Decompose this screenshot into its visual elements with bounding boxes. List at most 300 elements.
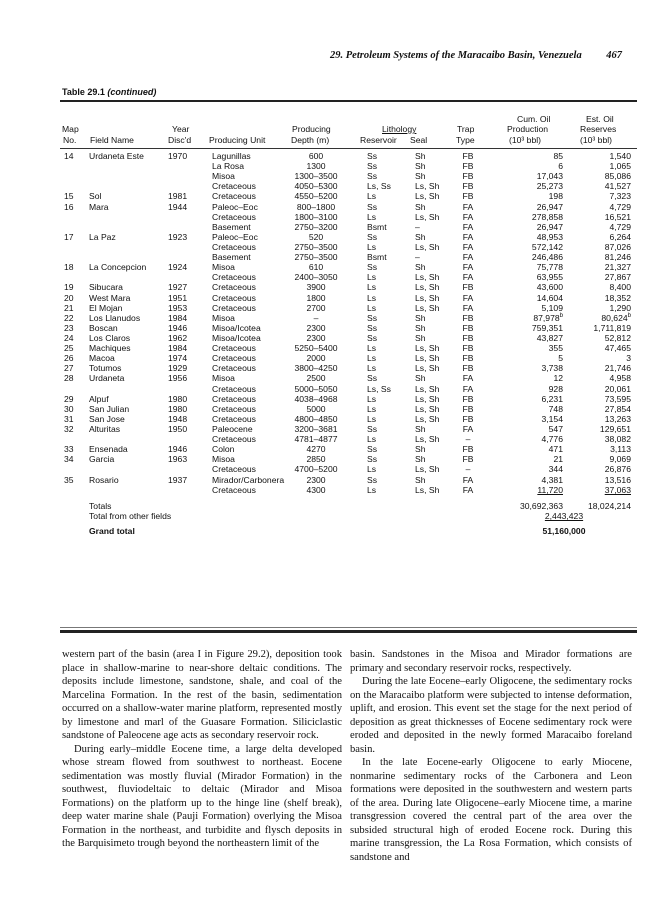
cell-trap-type: FB	[462, 151, 474, 161]
cell-field-name: La Concepcion	[89, 262, 147, 273]
cell-depth: 3200–3681	[294, 423, 338, 434]
cell-producing-unit: Basement	[212, 252, 251, 263]
cell-est-reserves: 73,595	[604, 393, 631, 404]
cell-map-no: 20	[64, 292, 74, 303]
cell-producing-unit: Misoa	[212, 373, 235, 384]
body-paragraph: During early–middle Eocene time, a large delta developed whose stream flowed from southwest to northeast. Eocene sedimentation was mostly fluvial (Mirador Formation) in the southwest, fluviodeltaic to deltaic (Mirador and Misoa Formations) on the platform up to the hinge line (shelf break), deep water marine shale (Pauji Formation) overlying the Misoa Formation in the northeast, and turbidite and flysch deposits in the Barquisimeto trough beyond the northeastern limit of the	[62, 743, 342, 849]
cell-year-discovered: 1953	[168, 302, 188, 313]
cell-seal: Sh	[415, 231, 426, 242]
cell-map-no: 22	[64, 312, 74, 323]
cell-field-name: Totumos	[89, 363, 122, 374]
cell-field-name: Urdaneta Este	[89, 151, 144, 161]
cell-est-reserves: 81,246	[604, 252, 631, 263]
cell-seal: Sh	[415, 262, 426, 273]
totals-label: Totals	[89, 500, 112, 511]
cell-seal: Sh	[415, 454, 426, 465]
header-lithology: Lithology	[382, 124, 417, 134]
table-row	[60, 313, 637, 323]
cell-producing-unit: Cretaceous	[212, 343, 256, 354]
cell-seal: Sh	[415, 201, 426, 212]
cell-cum-production: 928	[548, 383, 563, 394]
cell-trap-type: FA	[462, 383, 474, 394]
cell-producing-unit: Cretaceous	[212, 211, 256, 222]
cell-map-no: 15	[64, 191, 74, 202]
body-paragraph: basin. Sandstones in the Misoa and Mirador formations are primary and secondary reservoir rocks, respectively.	[350, 649, 632, 674]
cell-depth: 5250–5400	[294, 343, 338, 354]
cell-trap-type: FB	[462, 171, 474, 182]
cell-reservoir: Ls	[367, 413, 377, 424]
cell-seal: Ls, Sh	[415, 403, 440, 414]
cell-field-name: Rosario	[89, 474, 119, 485]
cell-est-reserves: 9,069	[609, 454, 631, 465]
cell-trap-type: FB	[462, 332, 474, 343]
header-trap: Trap	[457, 124, 475, 134]
cell-est-reserves: 13,263	[604, 413, 631, 424]
header-year: Year	[172, 124, 190, 134]
cell-year-discovered: 1981	[168, 191, 188, 202]
cell-est-reserves: 38,082	[604, 434, 631, 445]
cell-producing-unit: Misoa	[212, 454, 235, 465]
cell-trap-type: FB	[462, 191, 474, 202]
body-paragraph: western part of the basin (area I in Figure 29.2), deposition took place in shallow-marine to near-shore deltaic conditions. The deposits include limestone, sandstone, shale, and coal of the Marcelina Formation. In the rest of the basin, sedimentation occurred on a shallow-water marine platform, represented mostly by limestone and marl of the Guasare Formation. Siliciclastic sandstone of Paleocene age acts as secondary reservoir rock.	[62, 649, 342, 741]
cell-field-name: Macoa	[89, 353, 115, 364]
cell-cum-production: 748	[548, 403, 563, 414]
table-body	[60, 151, 637, 495]
cell-producing-unit: Cretaceous	[212, 241, 256, 252]
cell-cum-production: 246,486	[531, 252, 563, 263]
cell-field-name: Los Llanudos	[89, 312, 141, 323]
header-est-oil: Est. Oil	[586, 114, 614, 124]
cell-est-reserves: 18,352	[604, 292, 631, 303]
cell-depth: 4781–4877	[294, 434, 338, 445]
table-row	[60, 232, 637, 242]
header-producing: Producing	[292, 124, 331, 134]
cell-cum-production: 6	[558, 161, 563, 172]
body-column-right	[350, 648, 632, 864]
cell-reservoir: Ss	[367, 231, 378, 242]
cell-cum-production: 4,381	[541, 474, 563, 485]
cell-year-discovered: 1924	[168, 262, 188, 273]
cell-cum-production: 198	[548, 191, 563, 202]
cell-cum-production: 4,776	[541, 434, 563, 445]
cell-est-reserves: 52,812	[604, 332, 631, 343]
cell-cum-production: 75,778	[536, 262, 563, 273]
cell-cum-production: 17,043	[536, 171, 563, 182]
cell-producing-unit: Cretaceous	[212, 484, 256, 495]
cell-year-discovered: 1980	[168, 403, 188, 414]
cell-map-no: 30	[64, 403, 74, 414]
cell-seal: Sh	[415, 171, 426, 182]
cell-est-reserves: 1,290	[609, 302, 631, 313]
cell-map-no: 29	[64, 393, 74, 404]
header-no: No.	[63, 135, 77, 145]
table-row	[60, 353, 637, 363]
cell-trap-type: FB	[462, 444, 474, 455]
cell-producing-unit: Cretaceous	[212, 464, 256, 475]
cell-seal: Sh	[415, 161, 426, 172]
cell-map-no: 31	[64, 413, 74, 424]
cell-producing-unit: Misoa/Icotea	[212, 322, 261, 333]
table-row	[60, 485, 637, 495]
cell-depth: 4300	[306, 484, 326, 495]
cell-trap-type: FB	[462, 312, 474, 323]
cell-seal: Ls, Sh	[415, 211, 440, 222]
cell-field-name: Alpuf	[89, 393, 109, 404]
cell-producing-unit: Misoa	[212, 262, 235, 273]
cell-cum-production: 43,600	[536, 282, 563, 293]
cell-depth: –	[313, 312, 319, 323]
cell-reservoir: Ls	[367, 353, 377, 364]
cell-reservoir: Ls	[367, 484, 377, 495]
cell-reservoir: Ls	[367, 292, 377, 303]
cell-field-name: Los Claros	[89, 332, 131, 343]
cell-cum-production: 21	[553, 454, 563, 465]
cell-reservoir: Ls	[367, 211, 377, 222]
cell-producing-unit: Mirador/Carbonera	[212, 474, 285, 485]
cell-trap-type: FA	[462, 252, 474, 263]
table-row	[60, 303, 637, 313]
cell-year-discovered: 1951	[168, 292, 188, 303]
cell-field-name: San Julian	[89, 403, 130, 414]
cell-seal: Ls, Sh	[415, 413, 440, 424]
cell-est-reserves: 4,729	[609, 221, 631, 232]
cell-producing-unit: Cretaceous	[212, 272, 256, 283]
cell-trap-type: FB	[462, 393, 474, 404]
cell-cum-production: 48,953	[536, 231, 563, 242]
cell-trap-type: FB	[462, 181, 474, 192]
cell-reservoir: Ss	[367, 201, 378, 212]
cell-producing-unit: Paleoc–Eoc	[212, 201, 258, 212]
table-row	[60, 262, 637, 272]
cell-reservoir: Ls, Ss	[367, 383, 391, 394]
totals-row	[60, 501, 637, 511]
cell-field-name: Urdaneta	[89, 373, 125, 384]
cell-map-no: 18	[64, 262, 74, 273]
cell-seal: Sh	[415, 151, 426, 161]
footnote-marker: b	[559, 312, 563, 319]
cell-depth: 600	[308, 151, 324, 161]
cell-seal: Ls, Sh	[415, 464, 440, 475]
other-fields-row	[60, 511, 637, 521]
cell-map-no: 32	[64, 423, 74, 434]
footnote-marker: b	[627, 312, 631, 319]
header-est-unit: (10³ bbl)	[580, 135, 612, 145]
cell-trap-type: FA	[462, 201, 474, 212]
cell-producing-unit: Misoa/Icotea	[212, 332, 261, 343]
cell-trap-type: FA	[462, 231, 474, 242]
cell-producing-unit: Cretaceous	[212, 353, 256, 364]
cell-seal: Ls, Sh	[415, 353, 440, 364]
cell-reservoir: Ls	[367, 241, 377, 252]
table-row	[60, 404, 637, 414]
cell-producing-unit: Cretaceous	[212, 292, 256, 303]
cell-producing-unit: Misoa	[212, 171, 235, 182]
cell-producing-unit: Cretaceous	[212, 434, 256, 445]
cell-seal: Ls, Sh	[415, 393, 440, 404]
cell-depth: 610	[308, 262, 324, 273]
cell-reservoir: Ss	[367, 171, 378, 182]
cell-est-reserves: 37,063	[604, 484, 631, 495]
table-row	[60, 333, 637, 343]
cell-field-name: West Mara	[89, 292, 131, 303]
cell-depth: 2300	[306, 474, 326, 485]
cell-trap-type: FA	[462, 423, 474, 434]
cell-map-no: 27	[64, 363, 74, 374]
cell-reservoir: Ls	[367, 434, 377, 445]
table-row	[60, 181, 637, 191]
cell-depth: 3900	[306, 282, 326, 293]
header-depth: Depth (m)	[291, 135, 330, 145]
cell-year-discovered: 1963	[168, 454, 188, 465]
cell-trap-type: FB	[462, 322, 474, 333]
cell-map-no: 25	[64, 343, 74, 354]
cell-seal: Sh	[415, 332, 426, 343]
cell-reservoir: Ls	[367, 403, 377, 414]
cell-depth: 5000–5050	[294, 383, 338, 394]
cell-trap-type: FB	[462, 353, 474, 364]
cell-year-discovered: 1950	[168, 423, 188, 434]
cell-est-reserves: 26,876	[604, 464, 631, 475]
cell-est-reserves: 87,026	[604, 241, 631, 252]
cell-cum-production: 5	[558, 353, 563, 364]
cell-field-name: Boscan	[89, 322, 118, 333]
table-row	[60, 475, 637, 485]
table-row	[60, 212, 637, 222]
cell-year-discovered: 1923	[168, 231, 188, 242]
cell-map-no: 26	[64, 353, 74, 364]
cell-est-reserves: 1,540	[609, 151, 631, 161]
table-row	[60, 202, 637, 212]
cell-reservoir: Ls, Ss	[367, 181, 391, 192]
cell-trap-type: FA	[462, 241, 474, 252]
cell-cum-production: 14,604	[536, 292, 563, 303]
cell-producing-unit: Paleocene	[212, 423, 253, 434]
cell-est-reserves: 4,729	[609, 201, 631, 212]
cell-cum-production: 572,142	[531, 241, 563, 252]
cell-depth: 4270	[306, 444, 326, 455]
cell-year-discovered: 1970	[168, 151, 188, 161]
header-producing-unit: Producing Unit	[209, 135, 266, 145]
running-head-title: 29. Petroleum Systems of the Maracaibo Basin, Venezuela	[330, 50, 582, 61]
cell-producing-unit: Paleoc–Eoc	[212, 231, 258, 242]
cell-est-reserves: 129,651	[599, 423, 631, 434]
cell-reservoir: Bsmt	[367, 252, 387, 263]
cell-seal: Ls, Sh	[415, 191, 440, 202]
cell-producing-unit: Cretaceous	[212, 363, 256, 374]
cell-est-reserves: 27,854	[604, 403, 631, 414]
cell-seal: Sh	[415, 373, 426, 384]
cell-trap-type: FA	[462, 484, 474, 495]
table-row	[60, 242, 637, 252]
cell-trap-type: FA	[462, 262, 474, 273]
cell-seal: Ls, Sh	[415, 302, 440, 313]
cell-est-reserves: 7,323	[609, 191, 631, 202]
cell-est-reserves: 3,113	[610, 444, 631, 455]
cell-reservoir: Ls	[367, 464, 377, 475]
cell-producing-unit: Cretaceous	[212, 403, 256, 414]
cell-trap-type: FB	[462, 413, 474, 424]
other-fields-label: Total from other fields	[89, 510, 172, 521]
cell-cum-production: 471	[548, 444, 563, 455]
header-production: Production	[507, 124, 549, 134]
cell-map-no: 19	[64, 282, 74, 293]
cell-cum-production: 26,947	[536, 221, 563, 232]
cell-depth: 2750–3200	[294, 221, 338, 232]
table-row	[60, 282, 637, 292]
table-row	[60, 293, 637, 303]
cell-seal: Ls, Sh	[415, 292, 440, 303]
table-row	[60, 384, 637, 394]
cell-year-discovered: 1980	[168, 393, 188, 404]
cell-map-no: 16	[64, 201, 74, 212]
cell-producing-unit: Misoa	[212, 312, 235, 323]
cell-depth: 800–1800	[296, 201, 336, 212]
header-seal: Seal	[410, 135, 428, 145]
cell-cum-production: 63,955	[536, 272, 563, 283]
body-column-left	[62, 648, 342, 851]
cell-depth: 4700–5200	[294, 464, 338, 475]
cell-depth: 520	[308, 231, 324, 242]
header-rule	[60, 148, 637, 149]
cell-year-discovered: 1929	[168, 363, 188, 374]
cell-seal: Ls, Sh	[415, 484, 440, 495]
table-row	[60, 222, 637, 232]
cell-est-reserves: 80,624$^b$	[601, 312, 631, 323]
header-reservoir: Reservoir	[360, 135, 397, 145]
cell-seal: Sh	[415, 322, 426, 333]
cell-seal: Ls, Sh	[415, 181, 440, 192]
cell-producing-unit: Cretaceous	[212, 181, 256, 192]
table-row	[60, 343, 637, 353]
cell-est-reserves: 21,746	[604, 363, 631, 374]
cell-reservoir: Ss	[367, 262, 378, 273]
cell-est-reserves: 20,061	[604, 383, 631, 394]
table-row	[60, 363, 637, 373]
cell-reservoir: Ls	[367, 343, 377, 354]
cell-producing-unit: Cretaceous	[212, 393, 256, 404]
cell-trap-type: FB	[462, 161, 474, 172]
header-cum-unit: (10³ bbl)	[509, 135, 541, 145]
cell-seal: Ls, Sh	[415, 363, 440, 374]
cell-seal: –	[415, 221, 420, 232]
table-row	[60, 414, 637, 424]
cell-seal: Sh	[415, 474, 426, 485]
cell-map-no: 24	[64, 332, 74, 343]
table-title-text: Table 29.1	[62, 87, 105, 97]
cell-reservoir: Ls	[367, 272, 377, 283]
cell-depth: 2750–3500	[294, 241, 338, 252]
cell-producing-unit: Cretaceous	[212, 282, 256, 293]
cell-depth: 4550–5200	[294, 191, 338, 202]
cell-trap-type: FA	[462, 211, 474, 222]
cell-cum-production: 12	[553, 373, 563, 384]
cell-map-no: 35	[64, 474, 74, 485]
cell-cum-production: 344	[548, 464, 563, 475]
cell-reservoir: Bsmt	[367, 221, 387, 232]
cell-trap-type: FB	[462, 282, 474, 293]
cell-depth: 2700	[306, 302, 326, 313]
other-fields-value: 2,443,423	[544, 510, 584, 521]
cell-reservoir: Ls	[367, 191, 377, 202]
cell-est-reserves: 8,400	[609, 282, 631, 293]
cell-depth: 2400–3050	[294, 272, 338, 283]
cell-field-name: Mara	[89, 201, 109, 212]
cell-field-name: La Paz	[89, 231, 116, 242]
cell-depth: 2500	[306, 373, 326, 384]
cell-field-name: San Jose	[89, 413, 125, 424]
cell-reservoir: Ss	[367, 332, 378, 343]
cell-cum-production: 3,154	[541, 413, 563, 424]
cell-est-reserves: 41,527	[604, 181, 631, 192]
cell-year-discovered: 1956	[168, 373, 188, 384]
cell-cum-production: 25,273	[536, 181, 563, 192]
header-cum-oil: Cum. Oil	[517, 114, 551, 124]
table-row	[60, 373, 637, 383]
cell-trap-type: –	[465, 464, 471, 475]
cell-seal: Sh	[415, 444, 426, 455]
cell-reservoir: Ss	[367, 312, 378, 323]
cell-seal: Ls, Sh	[415, 272, 440, 283]
cell-est-reserves: 4,958	[609, 373, 631, 384]
cell-seal: Ls, Sh	[415, 434, 440, 445]
table-row	[60, 252, 637, 262]
cell-cum-production: 547	[548, 423, 563, 434]
cell-producing-unit: Cretaceous	[212, 302, 256, 313]
cell-reservoir: Ss	[367, 444, 378, 455]
table-header	[60, 102, 637, 148]
cell-year-discovered: 1946	[168, 444, 188, 455]
table-row	[60, 323, 637, 333]
cell-trap-type: FB	[462, 403, 474, 414]
cell-trap-type: –	[465, 434, 471, 445]
cell-year-discovered: 1962	[168, 332, 188, 343]
cell-field-name: Machiques	[89, 343, 131, 354]
cell-reservoir: Ls	[367, 302, 377, 313]
cell-producing-unit: Cretaceous	[212, 191, 256, 202]
cell-trap-type: FA	[462, 302, 474, 313]
cell-cum-production: 5,109	[541, 302, 563, 313]
totals-cum: 30,692,363	[519, 500, 563, 511]
grand-total-value: 51,160,000	[542, 525, 586, 536]
cell-cum-production: 6,231	[541, 393, 563, 404]
cell-est-reserves: 16,521	[604, 211, 631, 222]
cell-field-name: El Mojan	[89, 302, 123, 313]
cell-map-no: 28	[64, 373, 74, 384]
cell-cum-production: 278,858	[531, 211, 563, 222]
table-row	[60, 394, 637, 404]
cell-depth: 1300–3500	[294, 171, 338, 182]
cell-producing-unit: La Rosa	[212, 161, 245, 172]
cell-reservoir: Ss	[367, 454, 378, 465]
table-row	[60, 191, 637, 201]
cell-seal: Ls, Sh	[415, 282, 440, 293]
header-discd: Disc'd	[168, 135, 192, 145]
cell-cum-production: 26,947	[536, 201, 563, 212]
cell-producing-unit: Cretaceous	[212, 413, 256, 424]
cell-cum-production: 87,978$^b$	[533, 312, 563, 323]
grand-total-rule	[60, 627, 637, 628]
table-row	[60, 171, 637, 181]
cell-cum-production: 3,738	[541, 363, 563, 374]
cell-reservoir: Ss	[367, 474, 378, 485]
cell-trap-type: FB	[462, 454, 474, 465]
table-row	[60, 454, 637, 464]
cell-year-discovered: 1948	[168, 413, 188, 424]
totals-est: 18,024,214	[587, 500, 631, 511]
cell-year-discovered: 1944	[168, 201, 188, 212]
grand-total-label: Grand total	[89, 525, 135, 536]
cell-field-name: Sibucara	[89, 282, 123, 293]
